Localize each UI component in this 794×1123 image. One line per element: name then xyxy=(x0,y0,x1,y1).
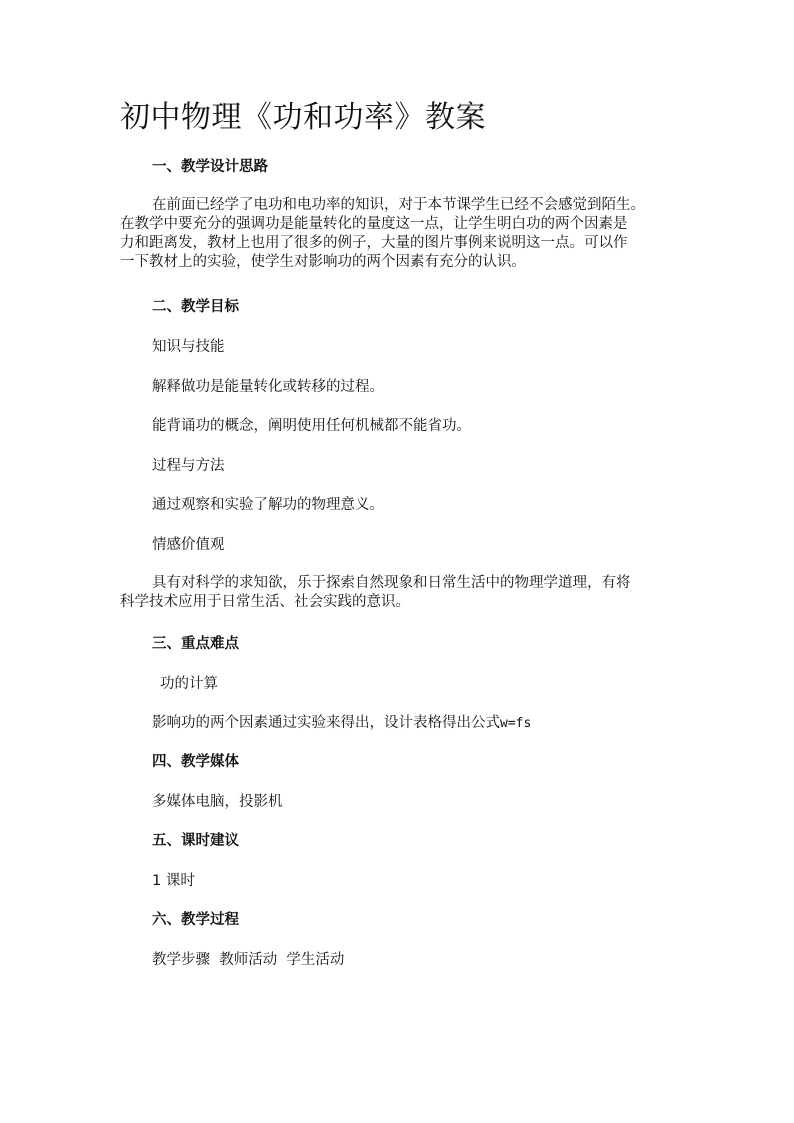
subheading-process-method: 过程与方法 xyxy=(152,458,225,474)
section-heading-process: 六、教学过程 xyxy=(152,912,239,928)
objective-item: 解释做功是能量转化或转移的过程。 xyxy=(152,379,384,395)
formula: w=fs xyxy=(500,716,532,731)
section-heading-class-hours: 五、课时建议 xyxy=(152,833,239,849)
key-point-item: 功的计算 xyxy=(160,676,218,692)
paragraph-line: 力和距离发，教材上也用了很多的例子，大量的图片事例来说明这一点。可以作 xyxy=(120,235,628,251)
objective-item: 通过观察和实验了解功的物理意义。 xyxy=(152,497,384,513)
key-point-item xyxy=(152,713,531,734)
media-item: 多媒体电脑，投影机 xyxy=(152,794,283,810)
paragraph-line: 在前面已经学了电功和电功率的知识，对于本节课学生已经不会感觉到陌生。 xyxy=(152,197,645,213)
subheading-emotion-values: 情感价值观 xyxy=(152,537,225,553)
document-title: 初中物理《功和功率》教案 xyxy=(120,100,486,135)
paragraph-line: 科学技术应用于日常生活、社会实践的意识。 xyxy=(120,594,410,610)
class-hours-item: 1 课时 xyxy=(152,873,195,889)
paragraph-emotion-values xyxy=(120,574,690,612)
subheading-knowledge-skills: 知识与技能 xyxy=(152,339,225,355)
key-point-text: 影响功的两个因素通过实验来得出，设计表格得出公式 xyxy=(152,715,500,731)
section-heading-design-idea: 一、教学设计思路 xyxy=(152,159,268,175)
section-heading-media: 四、教学媒体 xyxy=(152,754,239,770)
paragraph-line: 一下教材上的实验，使学生对影响功的两个因素有充分的认识。 xyxy=(120,254,526,270)
process-table-header: 教学步骤 教师活动 学生活动 xyxy=(152,952,345,968)
paragraph-line: 具有对科学的求知欲，乐于探索自然现象和日常生活中的物理学道理，有将 xyxy=(152,575,631,591)
paragraph-line: 在教学中要充分的强调功是能量转化的量度这一点，让学生明白功的两个因素是 xyxy=(120,216,628,232)
paragraph-design-idea xyxy=(120,196,690,272)
section-heading-key-points: 三、重点难点 xyxy=(152,636,239,652)
objective-item: 能背诵功的概念，阐明使用任何机械都不能省功。 xyxy=(152,418,471,434)
section-heading-objectives: 二、教学目标 xyxy=(152,299,239,315)
